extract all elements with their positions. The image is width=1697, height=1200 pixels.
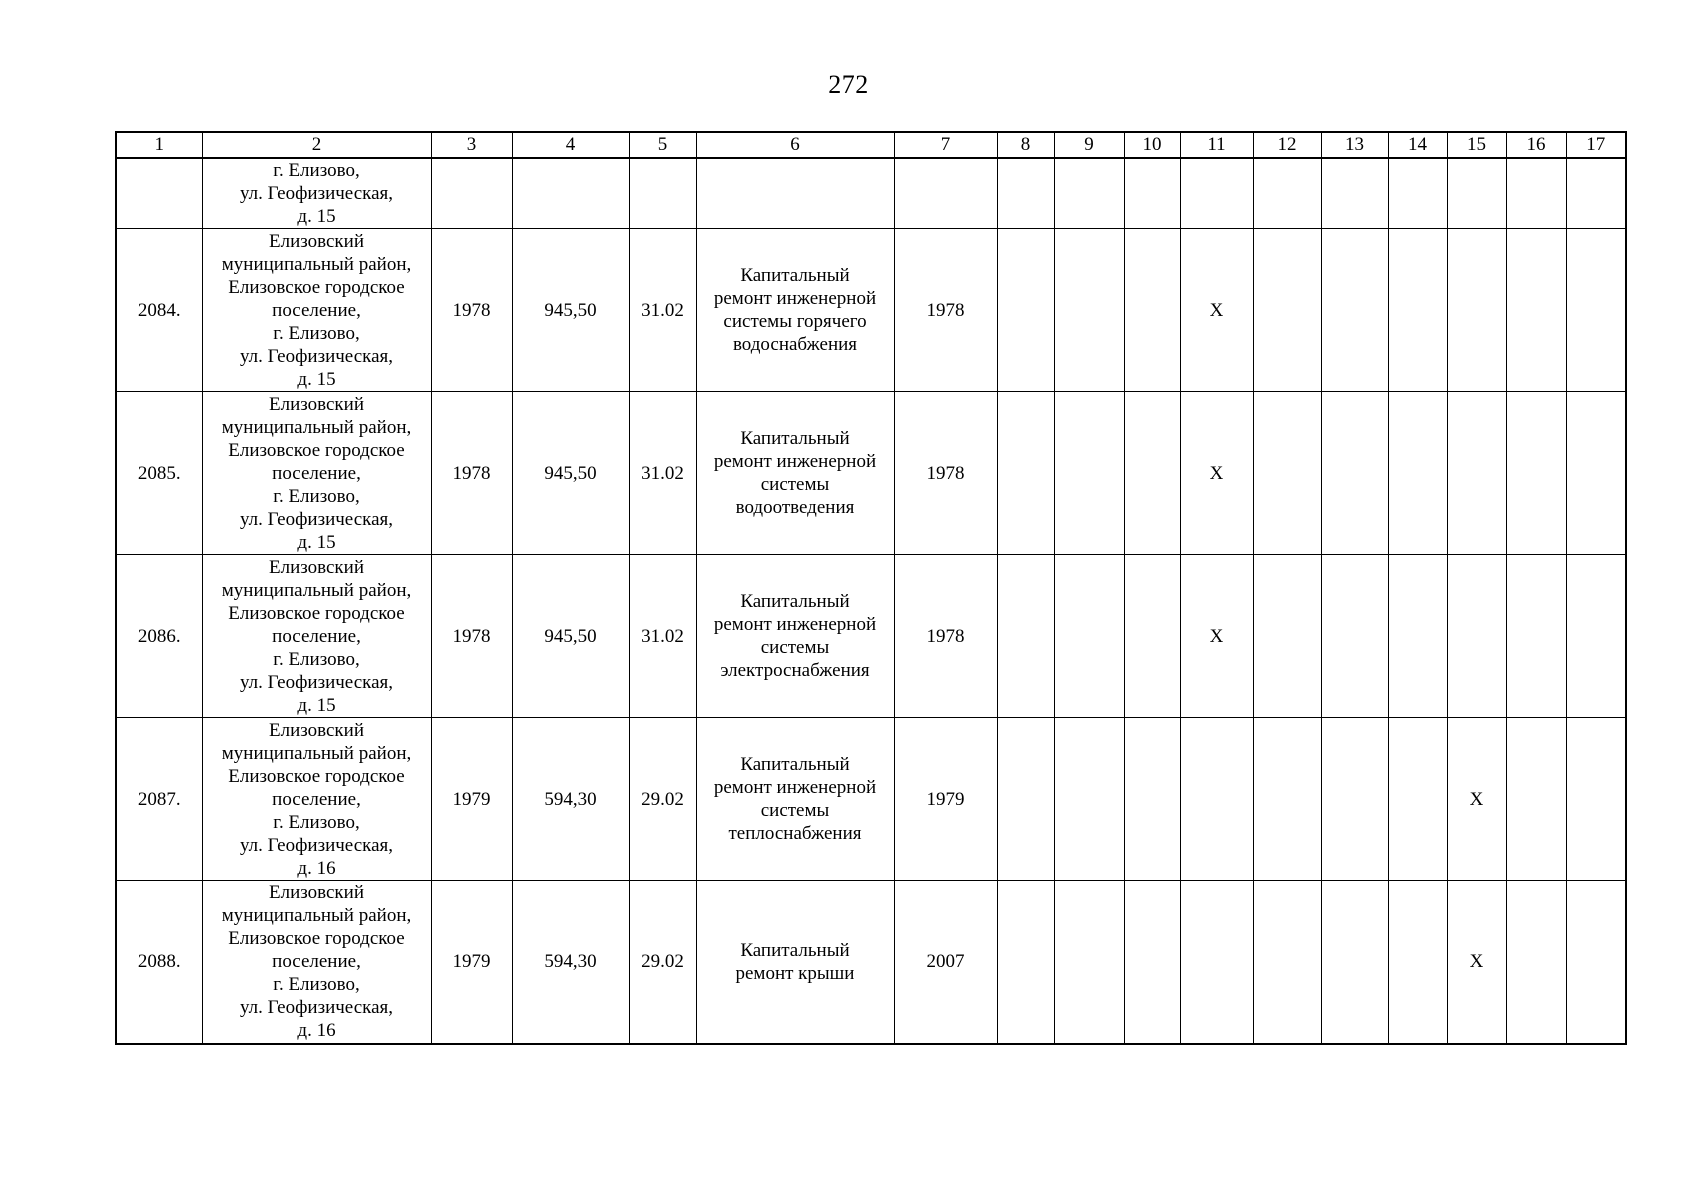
period-mark-cell [1124, 718, 1180, 881]
work-type-line: ремонт инженерной [713, 614, 877, 635]
period-mark-cell [1054, 229, 1124, 392]
wear-cell: 29.02 [629, 881, 696, 1044]
period-mark-cell [1253, 229, 1321, 392]
column-number-header: 9 [1054, 132, 1124, 158]
row-number-cell: 2084. [116, 229, 202, 392]
work-type-line: системы [760, 800, 830, 821]
work-type-line: водоснабжения [732, 334, 858, 355]
period-mark-cell [1124, 158, 1180, 229]
address-line: г. Елизово, [273, 322, 360, 344]
commission-year-cell [431, 158, 512, 229]
address-line: Елизовское городское [228, 602, 405, 624]
period-mark-cell [1506, 718, 1566, 881]
row-number-cell: 2088. [116, 881, 202, 1044]
last-repair-year-cell: 1978 [894, 555, 997, 718]
work-type-line: ремонт инженерной [713, 777, 877, 798]
address-line: Елизовский [268, 882, 364, 904]
work-type-line: Капитальный [740, 265, 850, 286]
column-number-header: 7 [894, 132, 997, 158]
address-line: муниципальный район, [221, 253, 412, 275]
period-mark-cell [1054, 718, 1124, 881]
work-type-line: Капитальный [740, 591, 850, 612]
last-repair-year-cell: 1979 [894, 718, 997, 881]
column-number-header: 10 [1124, 132, 1180, 158]
address-line: Елизовское городское [228, 276, 405, 298]
column-number-header: 3 [431, 132, 512, 158]
address-line: поселение, [272, 462, 361, 484]
address-line: ул. Геофизическая, [239, 997, 394, 1019]
period-mark-cell [1388, 392, 1447, 555]
address-line: г. Елизово, [273, 811, 360, 833]
row-number-cell: 2087. [116, 718, 202, 881]
period-mark-cell [1054, 158, 1124, 229]
table-row [116, 229, 1626, 392]
address-line: Елизовский [268, 393, 364, 415]
last-repair-year-cell: 1978 [894, 392, 997, 555]
column-number-header: 17 [1566, 132, 1626, 158]
period-mark-cell [997, 718, 1054, 881]
wear-cell: 29.02 [629, 718, 696, 881]
work-type-line: Капитальный [740, 428, 850, 449]
work-type-line: системы [760, 637, 830, 658]
period-mark-cell: X [1180, 229, 1253, 392]
address-line: муниципальный район, [221, 416, 412, 438]
address-line: д. 15 [297, 531, 336, 553]
address-line: д. 15 [297, 206, 336, 227]
column-number-header: 12 [1253, 132, 1321, 158]
address-line: ул. Геофизическая, [239, 671, 394, 693]
address-line: д. 15 [297, 694, 336, 716]
wear-cell [629, 158, 696, 229]
address-line: Елизовский [268, 719, 364, 741]
period-mark-cell: X [1447, 881, 1506, 1044]
work-type-cell [696, 229, 894, 392]
address-line: муниципальный район, [221, 742, 412, 764]
address-cell [202, 718, 431, 881]
commission-year-cell: 1978 [431, 555, 512, 718]
period-mark-cell [1124, 229, 1180, 392]
period-mark-cell [1447, 229, 1506, 392]
period-mark-cell [997, 229, 1054, 392]
period-mark-cell: X [1180, 555, 1253, 718]
period-mark-cell [997, 158, 1054, 229]
period-mark-cell [1566, 555, 1626, 718]
column-number-header: 1 [116, 132, 202, 158]
address-line: г. Елизово, [273, 648, 360, 670]
address-line: г. Елизово, [273, 974, 360, 996]
address-line: ул. Геофизическая, [239, 834, 394, 856]
address-cell [202, 158, 431, 229]
period-mark-cell [1447, 392, 1506, 555]
column-number-header: 15 [1447, 132, 1506, 158]
row-number-cell: 2086. [116, 555, 202, 718]
address-line: д. 15 [297, 368, 336, 390]
repair-register-table [115, 131, 1627, 1045]
address-line: д. 16 [297, 857, 336, 879]
period-mark-cell [1506, 555, 1566, 718]
column-number-header: 16 [1506, 132, 1566, 158]
last-repair-year-cell [894, 158, 997, 229]
address-line: муниципальный район, [221, 905, 412, 927]
period-mark-cell [1506, 229, 1566, 392]
address-cell [202, 392, 431, 555]
period-mark-cell: X [1447, 718, 1506, 881]
period-mark-cell [1388, 158, 1447, 229]
column-number-header: 6 [696, 132, 894, 158]
area-cell [512, 158, 629, 229]
period-mark-cell [1388, 229, 1447, 392]
last-repair-year-cell: 2007 [894, 881, 997, 1044]
period-mark-cell [1253, 718, 1321, 881]
table-row [116, 718, 1626, 881]
period-mark-cell [1321, 881, 1388, 1044]
area-cell: 945,50 [512, 229, 629, 392]
period-mark-cell [997, 555, 1054, 718]
column-number-header: 4 [512, 132, 629, 158]
address-line: поселение, [272, 951, 361, 973]
table-row [116, 881, 1626, 1044]
work-type-line: системы [760, 474, 830, 495]
period-mark-cell [1566, 229, 1626, 392]
row-number-cell [116, 158, 202, 229]
period-mark-cell [1054, 881, 1124, 1044]
period-mark-cell [1124, 392, 1180, 555]
work-type-cell [696, 718, 894, 881]
period-mark-cell [1321, 718, 1388, 881]
wear-cell: 31.02 [629, 392, 696, 555]
address-line: поселение, [272, 299, 361, 321]
period-mark-cell [1253, 392, 1321, 555]
table-row [116, 555, 1626, 718]
period-mark-cell [1506, 881, 1566, 1044]
address-cell [202, 881, 431, 1044]
work-type-line: Капитальный [740, 754, 850, 775]
work-type-cell [696, 392, 894, 555]
period-mark-cell [1180, 881, 1253, 1044]
address-line: муниципальный район, [221, 579, 412, 601]
column-number-header: 8 [997, 132, 1054, 158]
address-line: Елизовское городское [228, 765, 405, 787]
work-type-line: Капитальный [740, 939, 850, 961]
column-number-header: 14 [1388, 132, 1447, 158]
period-mark-cell [1506, 392, 1566, 555]
period-mark-cell [1253, 158, 1321, 229]
address-cell [202, 229, 431, 392]
work-type-line: водоотведения [735, 497, 855, 518]
period-mark-cell [1253, 881, 1321, 1044]
last-repair-year-cell: 1978 [894, 229, 997, 392]
period-mark-cell [1388, 881, 1447, 1044]
work-type-line: ремонт крыши [735, 962, 855, 984]
area-cell: 594,30 [512, 881, 629, 1044]
period-mark-cell [1566, 392, 1626, 555]
row-number-cell: 2085. [116, 392, 202, 555]
period-mark-cell [1566, 881, 1626, 1044]
column-number-header: 2 [202, 132, 431, 158]
work-type-cell [696, 881, 894, 1044]
commission-year-cell: 1978 [431, 392, 512, 555]
commission-year-cell: 1979 [431, 881, 512, 1044]
work-type-line: системы горячего [723, 311, 867, 332]
period-mark-cell [1253, 555, 1321, 718]
area-cell: 945,50 [512, 555, 629, 718]
period-mark-cell [1447, 555, 1506, 718]
column-number-header-row [116, 132, 1626, 158]
work-type-line: ремонт инженерной [713, 288, 877, 309]
address-line: г. Елизово, [273, 485, 360, 507]
period-mark-cell [1180, 718, 1253, 881]
period-mark-cell [1124, 881, 1180, 1044]
work-type-cell [696, 158, 894, 229]
wear-cell: 31.02 [629, 229, 696, 392]
address-line: ул. Геофизическая, [239, 508, 394, 530]
work-type-cell [696, 555, 894, 718]
address-line: д. 16 [297, 1020, 336, 1042]
wear-cell: 31.02 [629, 555, 696, 718]
address-line: ул. Геофизическая, [239, 345, 394, 367]
period-mark-cell [1321, 229, 1388, 392]
period-mark-cell [1321, 392, 1388, 555]
column-number-header: 11 [1180, 132, 1253, 158]
address-line: поселение, [272, 625, 361, 647]
period-mark-cell [1566, 718, 1626, 881]
work-type-line: электроснабжения [720, 660, 870, 681]
period-mark-cell [1321, 158, 1388, 229]
address-line: Елизовское городское [228, 439, 405, 461]
period-mark-cell [1447, 158, 1506, 229]
column-number-header: 13 [1321, 132, 1388, 158]
table-row [116, 392, 1626, 555]
address-line: г. Елизово, [273, 160, 360, 181]
period-mark-cell [1054, 555, 1124, 718]
period-mark-cell [1054, 392, 1124, 555]
address-line: ул. Геофизическая, [239, 183, 394, 204]
table-row [116, 158, 1626, 229]
period-mark-cell: X [1180, 392, 1253, 555]
period-mark-cell [997, 881, 1054, 1044]
commission-year-cell: 1978 [431, 229, 512, 392]
period-mark-cell [1566, 158, 1626, 229]
commission-year-cell: 1979 [431, 718, 512, 881]
work-type-line: ремонт инженерной [713, 451, 877, 472]
column-number-header: 5 [629, 132, 696, 158]
period-mark-cell [1506, 158, 1566, 229]
work-type-line: теплоснабжения [728, 823, 862, 844]
period-mark-cell [1124, 555, 1180, 718]
address-cell [202, 555, 431, 718]
address-line: Елизовский [268, 230, 364, 252]
period-mark-cell [1388, 555, 1447, 718]
period-mark-cell [997, 392, 1054, 555]
period-mark-cell [1388, 718, 1447, 881]
period-mark-cell [1180, 158, 1253, 229]
address-line: Елизовский [268, 556, 364, 578]
page-number: 272 [828, 70, 869, 99]
address-line: поселение, [272, 788, 361, 810]
area-cell: 945,50 [512, 392, 629, 555]
area-cell: 594,30 [512, 718, 629, 881]
table-body [116, 158, 1626, 1044]
address-line: Елизовское городское [228, 928, 405, 950]
period-mark-cell [1321, 555, 1388, 718]
